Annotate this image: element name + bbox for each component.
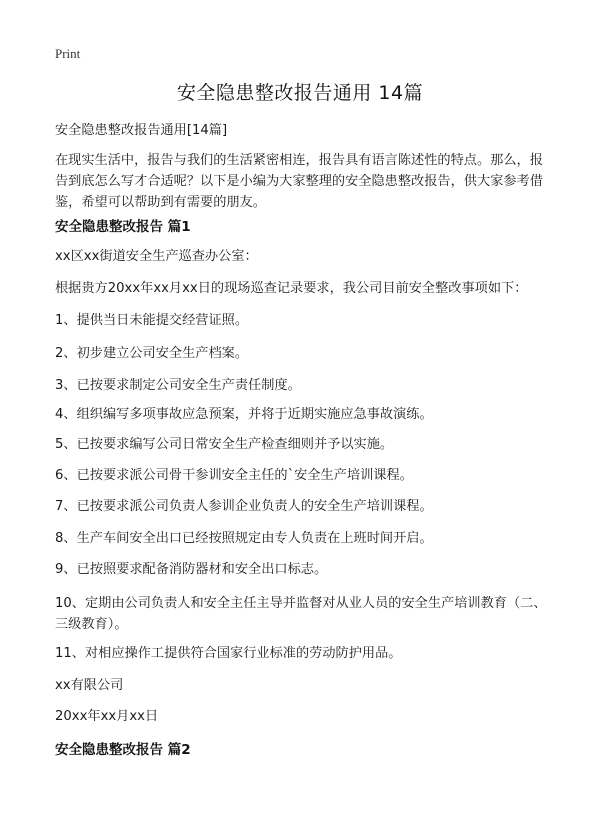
section1-addressee: xx区xx街道安全生产巡查办公室： bbox=[55, 249, 258, 264]
list-item: 10、定期由公司负责人和安全主任主导并监督对从业人员的安全生产培训教育（二、三级教育）。 bbox=[55, 596, 547, 632]
list-item: 6、已按要求派公司骨干参训安全主任的`安全生产培训课程。 bbox=[55, 468, 413, 483]
document-subtitle: 安全隐患整改报告通用[14篇] bbox=[55, 123, 228, 138]
list-item: 1、提供当日未能提交经营证照。 bbox=[55, 313, 249, 328]
section2-heading: 安全隐患整改报告 篇2 bbox=[55, 742, 191, 758]
print-label[interactable]: Print bbox=[55, 46, 81, 61]
section1-lead: 根据贵方20xx年xx月xx日的现场巡查记录要求，我公司目前安全整改事项如下： bbox=[55, 281, 528, 296]
list-item: 9、已按照要求配备消防器材和安全出口标志。 bbox=[55, 562, 328, 577]
section1-heading: 安全隐患整改报告 篇1 bbox=[55, 219, 191, 235]
document-title: 安全隐患整改报告通用 14篇 bbox=[176, 82, 424, 104]
list-item: 3、已按要求制定公司安全生产责任制度。 bbox=[55, 378, 301, 393]
list-item: 5、已按要求编写公司日常安全生产检查细则并予以实施。 bbox=[55, 437, 394, 452]
signature-date: 20xx年xx月xx日 bbox=[55, 709, 159, 724]
signature-company: xx有限公司 bbox=[55, 678, 124, 693]
list-item: 7、已按要求派公司负责人参训企业负责人的安全生产培训课程。 bbox=[55, 499, 433, 514]
list-item: 2、初步建立公司安全生产档案。 bbox=[55, 346, 249, 361]
list-item: 8、生产车间安全出口已经按照规定由专人负责在上班时间开启。 bbox=[55, 531, 433, 546]
list-item: 11、对相应操作工提供符合国家行业标准的劳动防护用品。 bbox=[55, 646, 402, 661]
intro-paragraph: 在现实生活中，报告与我们的生活紧密相连，报告具有语言陈述性的特点。那么，报告到底怎么写才合适呢？以下是小编为大家整理的安全隐患整改报告，供大家参考借鉴，希望可以帮助到有需要的朋友。 bbox=[55, 153, 543, 210]
list-item: 4、组织编写多项事故应急预案，并将于近期实施应急事故演练。 bbox=[55, 407, 433, 422]
